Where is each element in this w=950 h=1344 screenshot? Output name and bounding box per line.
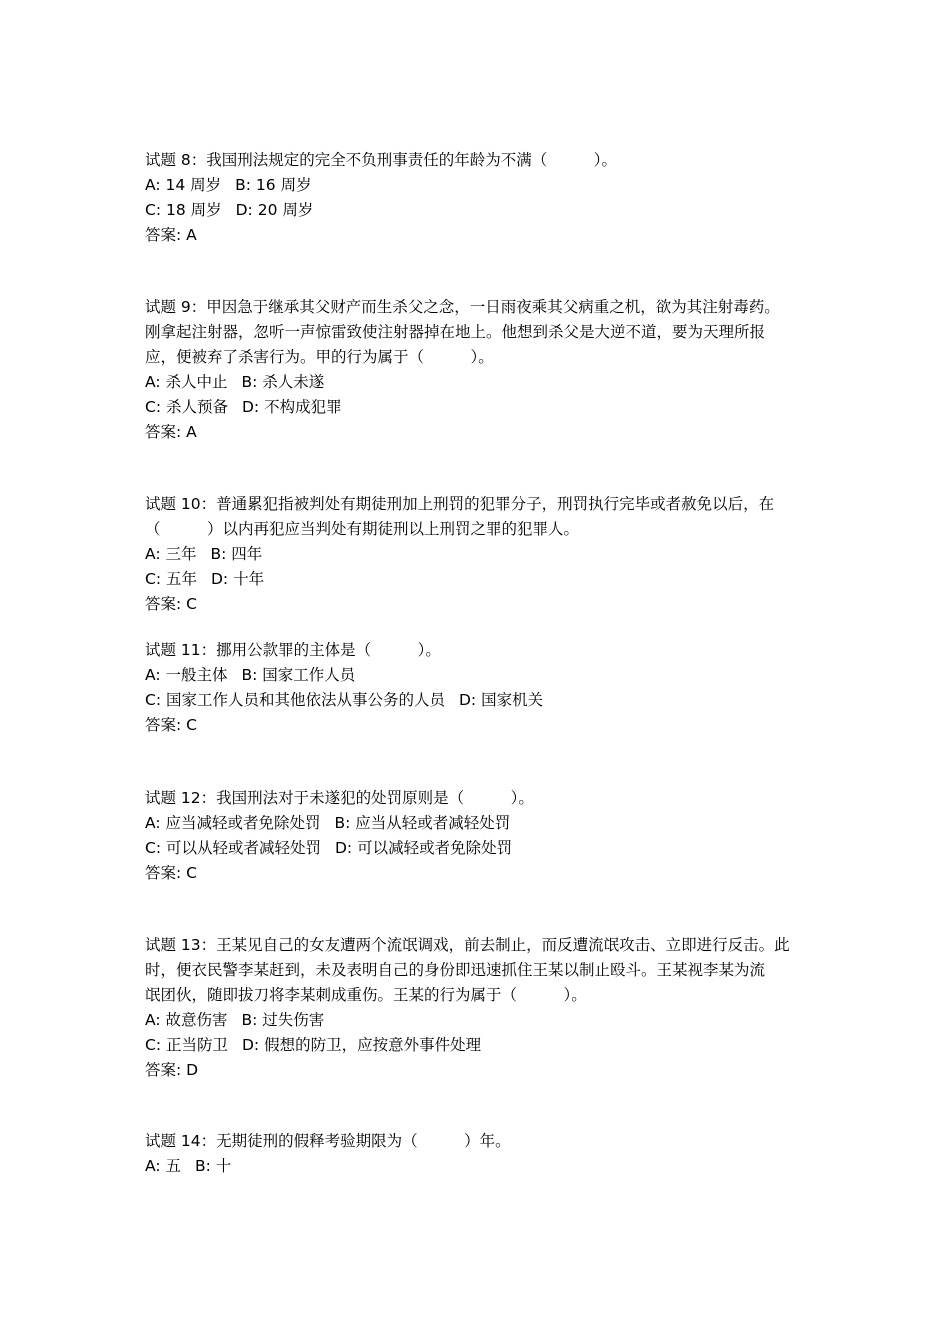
question-9	[145, 295, 810, 445]
option-c: C: 杀人预备	[145, 398, 228, 416]
question-stem: 试题 13：王某见自己的女友遭两个流氓调戏，前去制止，而反遭流氓攻击、立即进行反击。此	[145, 936, 790, 954]
option-c: C: 18 周岁	[145, 201, 222, 219]
option-row	[145, 1033, 810, 1058]
answer: 答案: A	[145, 423, 197, 441]
option-c: C: 国家工作人员和其他依法从事公务的人员	[145, 691, 445, 709]
option-a: A: 14 周岁	[145, 176, 222, 194]
option-d: D: 可以减轻或者免除处罚	[334, 839, 513, 857]
option-a: A: 杀人中止	[145, 373, 228, 391]
question-14	[145, 1129, 810, 1179]
option-a: A: 五	[145, 1157, 181, 1175]
option-b: B: 16 周岁	[235, 176, 312, 194]
option-row	[145, 1008, 810, 1033]
question-stem: 试题 11：挪用公款罪的主体是（ ）。	[145, 641, 441, 659]
option-a: A: 应当减轻或者免除处罚	[145, 814, 321, 832]
option-c: C: 可以从轻或者减轻处罚	[145, 839, 321, 857]
question-stem: （ ）以内再犯应当判处有期徒刑以上刑罚之罪的犯罪人。	[145, 520, 580, 538]
answer: 答案: A	[145, 226, 197, 244]
option-row	[145, 370, 810, 395]
question-stem: 刚拿起注射器，忽听一声惊雷致使注射器掉在地上。他想到杀父是大逆不道，要为天理所报	[145, 323, 766, 341]
question-stem: 应，便被弃了杀害行为。甲的行为属于（ ）。	[145, 348, 494, 366]
option-b: B: 应当从轻或者减轻处罚	[334, 814, 511, 832]
option-b: B: 十	[194, 1157, 232, 1175]
option-b: B: 四年	[210, 545, 263, 563]
option-row	[145, 198, 810, 223]
answer: 答案: C	[145, 595, 197, 613]
question-stem: 试题 14：无期徒刑的假释考验期限为（ ）年。	[145, 1132, 511, 1150]
option-d: D: 十年	[210, 570, 265, 588]
option-row	[145, 567, 810, 592]
question-stem: 试题 9：甲因急于继承其父财产而生杀父之念，一日雨夜乘其父病重之机，欲为其注射毒药。	[145, 298, 780, 316]
option-row	[145, 836, 810, 861]
question-12	[145, 786, 810, 886]
question-stem: 氓团伙，随即拔刀将李某刺成重伤。王某的行为属于（ ）。	[145, 986, 587, 1004]
answer: 答案: C	[145, 864, 197, 882]
question-11	[145, 638, 810, 738]
option-a: A: 故意伤害	[145, 1011, 228, 1029]
question-stem: 时，便衣民警李某赶到，未及表明自己的身份即迅速抓住王某以制止殴斗。王某视李某为流	[145, 961, 766, 979]
option-row	[145, 811, 810, 836]
option-row	[145, 542, 810, 567]
question-stem: 试题 10：普通累犯指被判处有期徒刑加上刑罚的犯罪分子，刑罚执行完毕或者赦免以后，在	[145, 495, 775, 513]
option-d: D: 国家机关	[458, 691, 544, 709]
option-b: B: 杀人未遂	[241, 373, 325, 391]
option-row	[145, 688, 810, 713]
option-row	[145, 395, 810, 420]
option-row	[145, 663, 810, 688]
option-c: C: 五年	[145, 570, 197, 588]
question-stem: 试题 12：我国刑法对于未遂犯的处罚原则是（ ）。	[145, 789, 534, 807]
option-d: D: 不构成犯罪	[241, 398, 342, 416]
option-a: A: 一般主体	[145, 666, 228, 684]
question-8	[145, 148, 810, 248]
option-b: B: 国家工作人员	[241, 666, 356, 684]
option-d: D: 假想的防卫，应按意外事件处理	[241, 1036, 482, 1054]
option-c: C: 正当防卫	[145, 1036, 228, 1054]
option-d: D: 20 周岁	[235, 201, 314, 219]
question-13	[145, 933, 810, 1083]
option-row	[145, 173, 810, 198]
answer: 答案: D	[145, 1061, 199, 1079]
question-10	[145, 492, 810, 617]
option-row	[145, 1154, 810, 1179]
option-a: A: 三年	[145, 545, 197, 563]
answer: 答案: C	[145, 716, 197, 734]
question-stem: 试题 8：我国刑法规定的完全不负刑事责任的年龄为不满（ ）。	[145, 151, 618, 169]
option-b: B: 过失伤害	[241, 1011, 325, 1029]
